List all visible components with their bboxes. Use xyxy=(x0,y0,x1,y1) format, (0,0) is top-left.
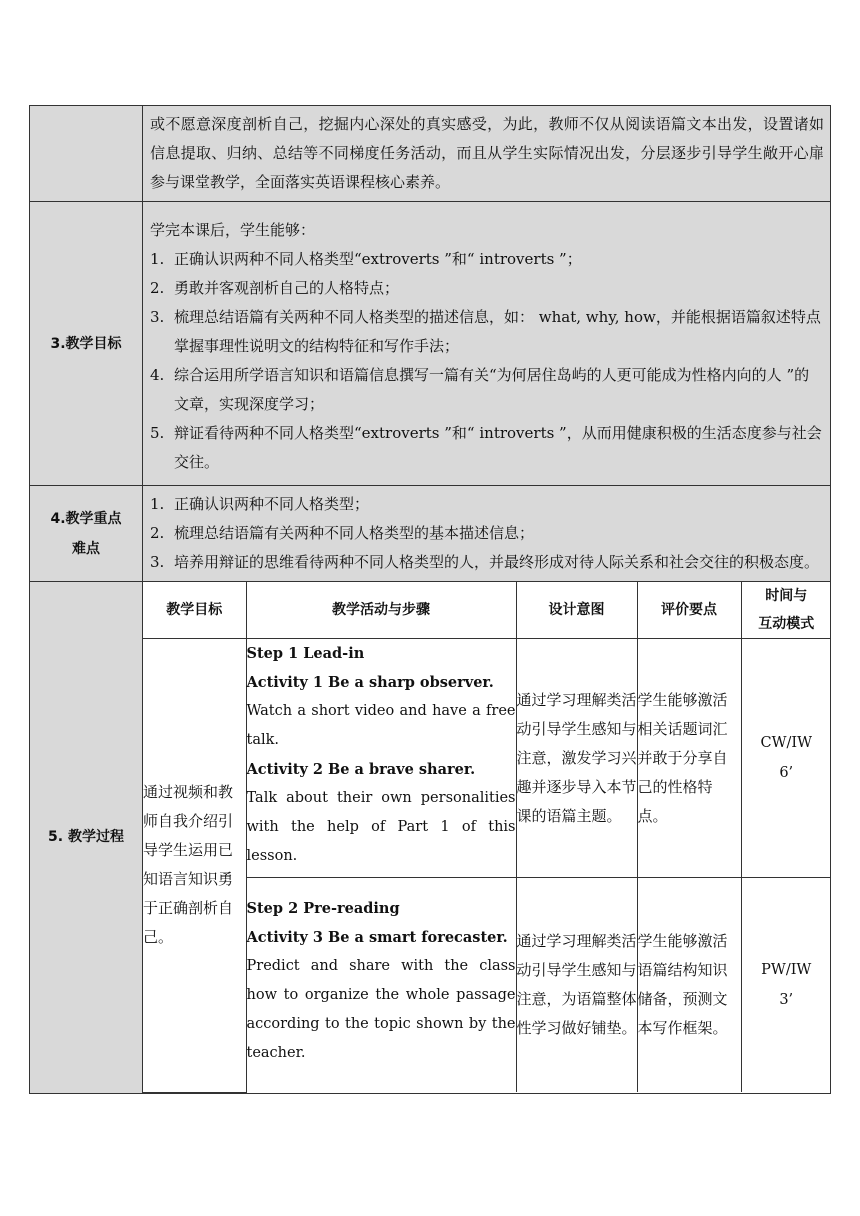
header-intent: 设计意图 xyxy=(516,582,637,639)
activity-text: Watch a short video and have a free talk. xyxy=(246,703,516,748)
process-table xyxy=(143,582,831,1093)
header-goal: 教学目标 xyxy=(143,582,246,639)
key-points-label: 4.教学重点 难点 xyxy=(30,486,143,582)
step-title: Step 1 Lead-in xyxy=(246,645,365,662)
key-points-row xyxy=(30,486,831,582)
objective-item: 5. 辩证看待两种不同人格类型“extroverts ”和“ introverts ”，从而用健康积极的生活态度参与社会交往。 xyxy=(150,424,822,471)
continuation-text: 或不愿意深度剖析自己，挖掘内心深处的真实感受，为此，教师不仅从阅读语篇文本出发，设置诸如信息提取、归纳、总结等不同梯度任务活动，而且从学生实际情况出发，分层逐步引导学生敞开心扉参与课堂教学，全面落实英语课程核心素养。 xyxy=(143,106,831,202)
step-time: PW/IW 3’ xyxy=(741,878,831,1093)
step-eval: 学生能够激活相关话题词汇并敢于分享自己的性格特点。 xyxy=(637,639,741,878)
process-goal: 通过视频和教师自我介绍引导学生运用已知语言知识勇于正确剖析自己。 xyxy=(143,639,246,1093)
process-step-row xyxy=(143,878,831,1093)
key-point-item: 2. 梳理总结语篇有关两种不同人格类型的基本描述信息； xyxy=(150,524,535,542)
continuation-row xyxy=(30,106,831,202)
step-eval: 学生能够激活语篇结构知识储备，预测文本写作框架。 xyxy=(637,878,741,1093)
step-intent: 通过学习理解类活动引导学生感知与注意，激发学习兴趣并逐步导入本节课的语篇主题。 xyxy=(516,639,637,878)
lesson-plan-table xyxy=(29,105,831,1094)
objectives-row xyxy=(30,202,831,486)
header-time: 时间与 互动模式 xyxy=(741,582,831,639)
objective-item: 2. 勇敢并客观剖析自己的人格特点； xyxy=(150,279,400,297)
step-time: CW/IW 6’ xyxy=(741,639,831,878)
objectives-content xyxy=(143,202,831,486)
process-label: 5. 教学过程 xyxy=(30,582,143,1094)
step-intent: 通过学习理解类活动引导学生感知与注意，为语篇整体性学习做好铺垫。 xyxy=(516,878,637,1093)
step-title: Step 2 Pre-reading xyxy=(246,900,400,917)
objectives-label: 3.教学目标 xyxy=(30,202,143,486)
step-activity-cell xyxy=(246,878,516,1093)
key-point-item: 3. 培养用辩证的思维看待两种不同人格类型的人，并最终形成对待人际关系和社会交往的积极态度。 xyxy=(150,553,820,571)
objective-item: 4. 综合运用所学语言知识和语篇信息撰写一篇有关“为何居住岛屿的人更可能成为性格内向的人 ”的文章，实现深度学习； xyxy=(150,366,810,413)
key-points-list xyxy=(150,490,824,577)
activity-text: Predict and share with the class how to organize the whole passage according to the topic shown by the teacher. xyxy=(246,958,516,1061)
process-content xyxy=(143,582,831,1094)
activity-title: Activity 1 Be a sharp observer. xyxy=(246,674,494,691)
objectives-intro: 学完本课后，学生能够： xyxy=(150,221,316,239)
objective-item: 1. 正确认识两种不同人格类型“extroverts ”和“ introverts ”； xyxy=(150,250,582,268)
empty-label-cell xyxy=(30,106,143,202)
activity-title: Activity 2 Be a brave sharer. xyxy=(246,761,476,778)
step-activity-cell xyxy=(246,639,516,878)
key-point-item: 1. 正确认识两种不同人格类型； xyxy=(150,495,370,513)
activity-text: Talk about their own personalities with the help of Part 1 of this lesson. xyxy=(246,790,516,864)
objective-item: 3. 梳理总结语篇有关两种不同人格类型的描述信息，如： what, why, how，并能根据语篇叙述特点掌握事理性说明文的结构特征和写作手法； xyxy=(150,308,821,355)
process-row xyxy=(30,582,831,1094)
header-activity: 教学活动与步骤 xyxy=(246,582,516,639)
process-header-row xyxy=(143,582,831,639)
process-step-row xyxy=(143,639,831,878)
key-points-content xyxy=(143,486,831,582)
header-eval: 评价要点 xyxy=(637,582,741,639)
activity-title: Activity 3 Be a smart forecaster. xyxy=(246,929,508,946)
objectives-list xyxy=(150,245,824,477)
